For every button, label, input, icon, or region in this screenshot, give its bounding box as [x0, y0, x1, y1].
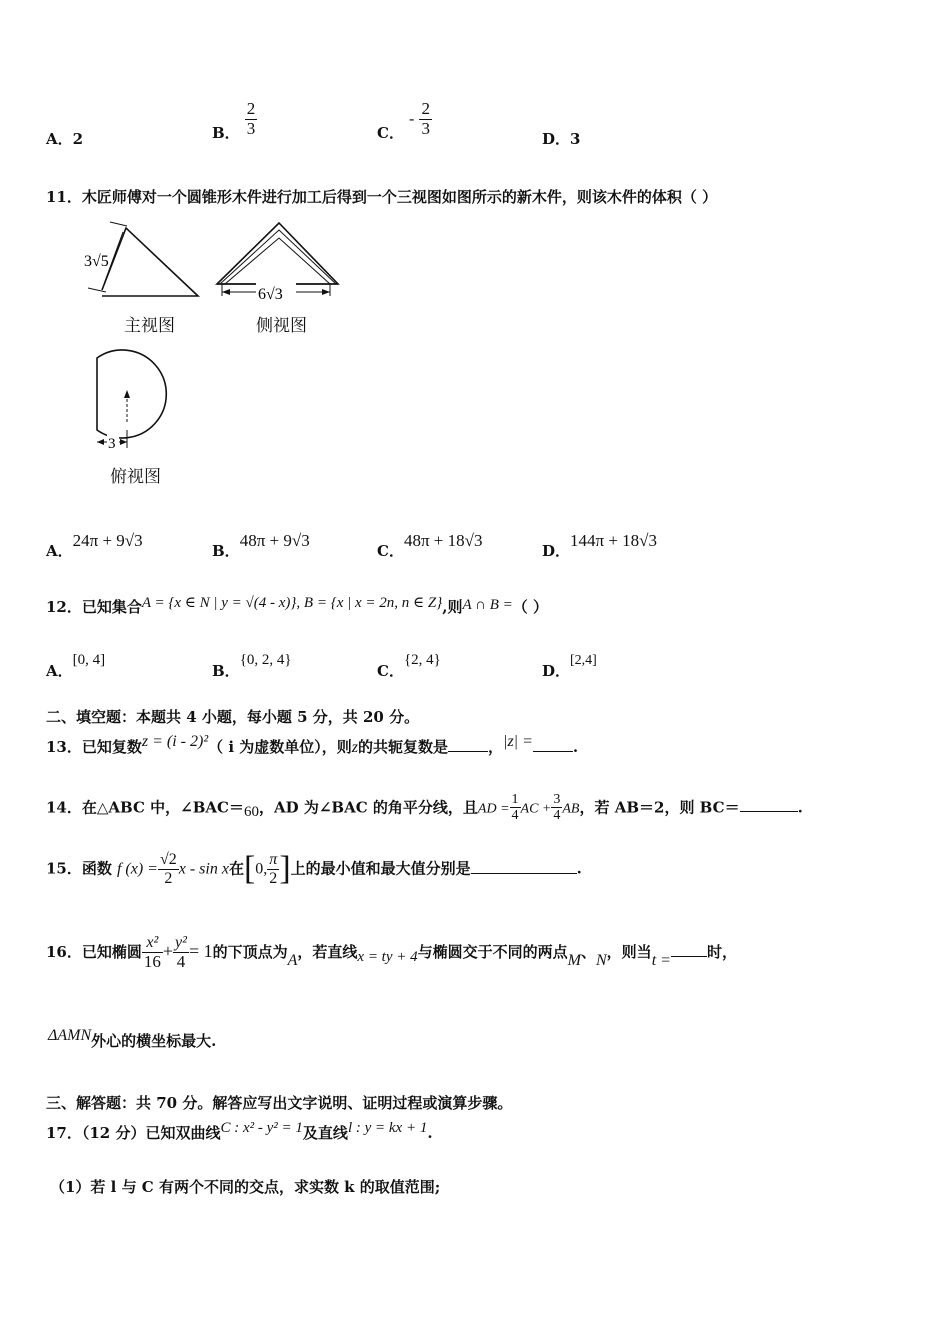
denominator: 2 — [269, 869, 278, 887]
option-label: C． — [377, 123, 404, 142]
q15-f-right: x - sin x — [178, 860, 229, 878]
q12-paren: （ ） — [512, 598, 548, 616]
option-label: A． — [46, 662, 73, 680]
denominator: 4 — [553, 808, 561, 824]
q15-interval-left: 0, — [255, 860, 268, 878]
q15-prefix: 15．函数 — [46, 859, 112, 878]
numerator: 3 — [553, 792, 561, 807]
top-dim: 3 — [108, 436, 116, 452]
option-expr: [0, 4] — [72, 652, 106, 668]
q14-expr-right: AB — [562, 801, 580, 817]
q13-abs: |z| = — [503, 733, 533, 750]
q10-option-d — [542, 128, 580, 149]
three-view-figure — [80, 218, 350, 488]
q14-end: . — [797, 798, 803, 817]
q16-end: 时， — [706, 943, 737, 962]
option-label: A． — [46, 542, 73, 560]
option-expr: 48π + 18√3 — [403, 531, 483, 550]
q16-mid4: ，则当 — [606, 943, 652, 962]
q12-expr: A ∩ B = — [462, 597, 513, 613]
q13-end: . — [572, 738, 579, 756]
numerator: π — [269, 850, 278, 868]
q14-mid: ，AD 为∠BAC 的角平分线，且 — [259, 798, 478, 817]
q14-angle: 60 — [244, 804, 259, 821]
fraction — [510, 792, 521, 824]
q16-triangle: ΔAMN — [48, 1027, 92, 1044]
option-label: D． — [542, 662, 571, 680]
q11-option-c — [377, 530, 483, 560]
q16-sep: 、 — [580, 943, 596, 962]
denominator: 16 — [143, 951, 161, 971]
option-label: C． — [377, 542, 404, 560]
q16-mid2: ，若直线 — [297, 943, 358, 962]
q16-A: A — [287, 952, 298, 970]
q14-tail: ，若 AB＝2，则 BC＝ — [579, 798, 740, 817]
option-label: B． — [212, 662, 240, 680]
q17-line: l : y = kx + 1 — [347, 1120, 428, 1136]
option-value: 2 — [72, 130, 84, 148]
front-view-label: 主视图 — [124, 316, 175, 336]
numerator: 1 — [511, 792, 519, 807]
answer-blank[interactable] — [533, 751, 573, 752]
plus-sign: + — [162, 941, 174, 962]
fraction — [173, 934, 189, 971]
section-2-heading: 二、填空题：本题共 4 小题，每小题 5 分，共 20 分。 — [46, 708, 420, 726]
q16-mid: 的下顶点为 — [212, 943, 288, 962]
q12-option-c — [377, 648, 441, 680]
option-label: D． — [542, 542, 571, 560]
top-view-diagram — [97, 350, 166, 448]
q12-option-d — [542, 648, 597, 680]
q16-M: M — [567, 952, 581, 970]
fraction — [419, 100, 432, 138]
q12-option-b — [212, 648, 292, 680]
q17-stem — [46, 1122, 433, 1143]
section-3-heading: 三、解答题：共 70 分。解答应写出文字说明、证明过程或演算步骤。 — [46, 1094, 513, 1112]
option-label: D． — [542, 130, 571, 148]
q16-line2 — [48, 1027, 217, 1051]
q10-option-c — [377, 99, 432, 142]
answer-blank[interactable] — [448, 751, 488, 752]
q16-prefix: 16．已知椭圆 — [46, 943, 142, 962]
q10-option-b — [212, 99, 257, 142]
option-expr: [2,4] — [570, 653, 597, 668]
q15-tail: 上的最小值和最大值分别是 — [290, 859, 471, 878]
fraction — [158, 851, 179, 887]
answer-blank[interactable] — [740, 811, 798, 812]
answer-blank[interactable] — [671, 956, 707, 957]
q17-part1: （1）若 l 与 C 有两个不同的交点，求实数 k 的取值范围; — [50, 1178, 441, 1196]
q13-mid: （ i 为虚数单位），则 — [208, 738, 352, 756]
q14-prefix: 14．在△ABC 中，∠BAC＝ — [46, 798, 244, 817]
q13-mid2: 的共轭复数是 — [358, 738, 449, 756]
side-dim: 6√3 — [258, 286, 283, 303]
q16-line: x = ty + 4 — [357, 949, 418, 966]
q11-option-a — [46, 530, 143, 560]
q12-prefix: 12．已知集合 — [46, 598, 142, 616]
q13-expr: z = (i - 2)² — [141, 733, 209, 750]
q17-curve: C : x² - y² = 1 — [220, 1120, 303, 1136]
answer-blank[interactable] — [471, 873, 577, 874]
q11-option-d — [542, 530, 658, 560]
q17-end: . — [427, 1124, 433, 1142]
numerator: x² — [142, 934, 163, 953]
q12-option-a — [46, 648, 106, 680]
numerator: 2 — [246, 99, 256, 118]
fraction — [142, 934, 163, 971]
q13-stem — [46, 733, 579, 757]
numerator: √2 — [159, 850, 177, 868]
right-bracket: ] — [279, 850, 291, 887]
q16-line2-text: 外心的横坐标最大. — [91, 1032, 217, 1050]
option-label: B． — [212, 542, 240, 560]
equals-one: = 1 — [188, 941, 213, 962]
q14-expr-left: AD = — [477, 801, 510, 817]
q15-f-left: f (x) = — [116, 860, 158, 878]
left-bracket: [ — [243, 850, 256, 887]
option-label: C． — [377, 662, 404, 680]
numerator: 2 — [421, 99, 430, 118]
q10-option-a — [46, 128, 83, 149]
q17-prefix: 17．（12 分）已知双曲线 — [46, 1124, 221, 1142]
q16-t: t = — [651, 952, 671, 970]
option-expr: 24π + 9√3 — [72, 531, 143, 550]
option-label: B． — [212, 123, 240, 142]
q11-option-b — [212, 530, 310, 560]
side-view-label: 侧视图 — [256, 316, 307, 336]
denominator: 3 — [421, 118, 430, 138]
q14-expr-mid: AC + — [520, 801, 552, 817]
q17-mid: 及直线 — [302, 1124, 348, 1142]
q12-stem — [46, 596, 548, 617]
fraction — [245, 100, 258, 138]
denominator: 4 — [176, 951, 186, 971]
option-expr: {2, 4} — [403, 652, 441, 668]
q16-mid3: 与椭圆交于不同的两点 — [417, 943, 568, 962]
fraction — [267, 851, 279, 887]
denominator: 3 — [246, 118, 256, 138]
q14-stem — [46, 792, 803, 824]
minus-sign: - — [409, 110, 415, 128]
numerator: y² — [175, 934, 187, 951]
top-view-label: 俯视图 — [110, 467, 161, 487]
q16-stem — [46, 934, 737, 971]
q12-ask: ,则 — [442, 598, 463, 616]
q15-in: 在 — [228, 859, 244, 878]
q15-end: . — [576, 859, 582, 878]
q13-prefix: 13．已知复数 — [46, 738, 142, 756]
option-label: A． — [46, 130, 73, 148]
fraction — [551, 792, 562, 824]
q11-stem: 11．木匠师傅对一个圆锥形木件进行加工后得到一个三视图如图所示的新木件，则该木件的体积（ ） — [46, 188, 718, 206]
denominator: 2 — [164, 869, 173, 887]
q15-stem — [46, 850, 582, 888]
q13-comma: ， — [488, 738, 504, 756]
option-expr: 48π + 9√3 — [239, 531, 310, 550]
option-expr: {0, 2, 4} — [239, 652, 292, 668]
denominator: 4 — [511, 808, 519, 824]
front-dim: 3√5 — [84, 253, 109, 270]
q12-sets: A = {x ∈ N | y = √(4 - x)}, B = {x | x = 2n, n ∈ Z} — [141, 595, 443, 611]
q13-z: z — [351, 739, 359, 756]
option-value: 3 — [570, 130, 581, 148]
q16-N: N — [596, 952, 607, 970]
option-expr: 144π + 18√3 — [570, 531, 658, 550]
